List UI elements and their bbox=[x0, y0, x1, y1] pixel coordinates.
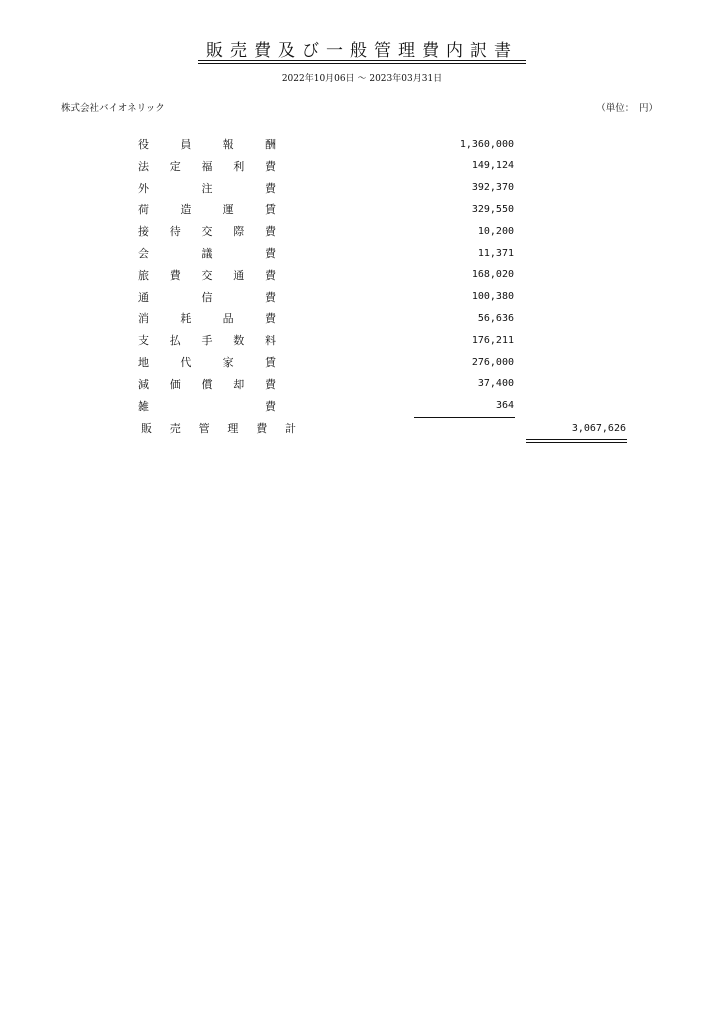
expense-row bbox=[0, 374, 724, 394]
document-title: 販売費及び一般管理費内訳書 bbox=[206, 41, 518, 61]
total-amount: 3,067,626 bbox=[571, 422, 626, 434]
company-name: 株式会社バイオネリック bbox=[61, 103, 165, 114]
fiscal-period: 2022年10月06日 ～ 2023年03月31日 bbox=[281, 74, 443, 84]
expense-label: 減 価 償 却 費 bbox=[138, 377, 276, 391]
expense-label: 会 議 費 bbox=[138, 247, 276, 260]
expense-amount: 1,360,000 bbox=[459, 138, 514, 150]
expense-row bbox=[0, 221, 724, 241]
expense-label: 旅 費 交 通 費 bbox=[138, 268, 276, 282]
expense-amount: 168,020 bbox=[471, 269, 514, 281]
expense-amount: 56,636 bbox=[477, 312, 514, 324]
expense-label: 消 耗 品 費 bbox=[138, 312, 276, 326]
expense-row bbox=[0, 243, 724, 263]
expense-amount: 10,200 bbox=[477, 225, 514, 237]
expense-label: 外 注 費 bbox=[138, 181, 276, 195]
expense-amount: 276,000 bbox=[471, 356, 514, 368]
expense-row bbox=[0, 265, 724, 285]
expense-label: 役 員 報 酬 bbox=[138, 138, 276, 151]
expense-label: 荷 造 運 賃 bbox=[138, 203, 276, 217]
expense-row bbox=[0, 396, 724, 416]
expense-row bbox=[0, 330, 724, 350]
expense-amount: 149,124 bbox=[471, 160, 514, 172]
subtotal-rule bbox=[414, 417, 515, 418]
expense-row bbox=[0, 287, 724, 307]
expense-amount: 364 bbox=[495, 400, 514, 412]
expense-row bbox=[0, 199, 724, 219]
expense-label: 通 信 費 bbox=[138, 290, 276, 304]
total-rule bbox=[526, 439, 627, 440]
expense-amount: 37,400 bbox=[477, 378, 514, 390]
expense-row bbox=[0, 308, 724, 328]
expense-row bbox=[0, 156, 724, 176]
expense-row bbox=[0, 352, 724, 372]
expense-row bbox=[0, 178, 724, 198]
expense-amount: 329,550 bbox=[471, 203, 514, 215]
expense-amount: 100,380 bbox=[471, 291, 514, 303]
expense-amount: 11,371 bbox=[477, 247, 514, 259]
total-label: 販 売 管 理 費 計 bbox=[141, 422, 296, 435]
expense-label: 支 払 手 数 料 bbox=[138, 334, 276, 348]
expense-label: 接 待 交 際 費 bbox=[138, 225, 276, 239]
total-rule-double bbox=[526, 442, 627, 443]
expense-label: 地 代 家 賃 bbox=[138, 356, 276, 369]
expense-amount: 392,370 bbox=[471, 182, 514, 194]
expense-label: 雑 費 bbox=[138, 399, 276, 413]
expense-row bbox=[0, 134, 724, 154]
title-underline bbox=[198, 60, 526, 61]
title-underline-second bbox=[198, 63, 526, 64]
expense-label: 法 定 福 利 費 bbox=[138, 159, 276, 173]
currency-unit: （単位： 円） bbox=[596, 103, 658, 114]
expense-amount: 176,211 bbox=[471, 334, 514, 346]
